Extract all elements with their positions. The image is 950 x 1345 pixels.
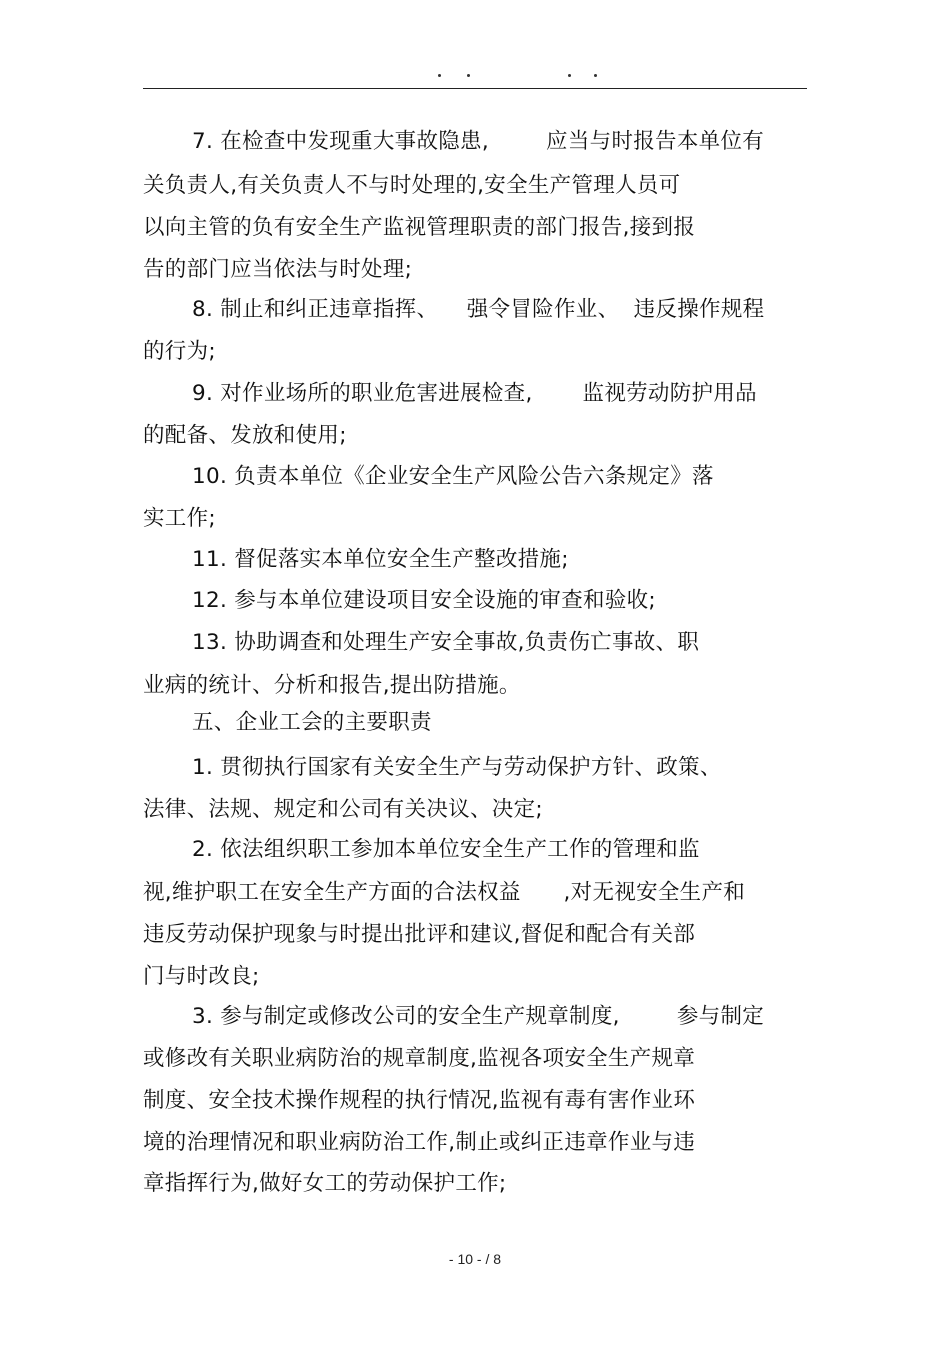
text-line: 业病的统计、分析和报告,提出防措施。 (143, 673, 521, 698)
text-line: 以向主管的负有安全生产监视管理职责的部门报告,接到报 (143, 215, 696, 240)
text-line: 或修改有关职业病防治的规章制度,监视各项安全生产规章 (143, 1046, 696, 1071)
text-line: 7. 在检查中发现重大事故隐患, 应当与时报告本单位有 (192, 129, 765, 154)
text-line: 违反劳动保护现象与时提出批评和建议,督促和配合有关部 (143, 922, 696, 947)
text-line: 法律、法规、规定和公司有关决议、决定; (143, 797, 543, 822)
text-line: 境的治理情况和职业病防治工作,制止或纠正违章作业与违 (143, 1130, 696, 1155)
text-line: 实工作; (143, 506, 216, 531)
section-heading: 五、企业工会的主要职责 (192, 710, 432, 735)
text-line: 11. 督促落实本单位安全生产整改措施; (192, 547, 569, 572)
text-line: 12. 参与本单位建设项目安全设施的审查和验收; (192, 588, 656, 613)
text-line: 门与时改良; (143, 964, 260, 989)
page-number: - 10 - / 8 (448, 1251, 502, 1267)
text-line: 13. 协助调查和处理生产安全事故,负责伤亡事故、职 (192, 630, 700, 655)
text-line: 的配备、发放和使用; (143, 423, 347, 448)
text-line: 3. 参与制定或修改公司的安全生产规章制度, 参与制定 (192, 1004, 765, 1029)
text-line: 制度、安全技术操作规程的执行情况,监视有毒有害作业环 (143, 1088, 696, 1113)
text-line: 9. 对作业场所的职业危害进展检查, 监视劳动防护用品 (192, 381, 757, 406)
text-line: 2. 依法组织职工参加本单位安全生产工作的管理和监 (192, 837, 700, 862)
header-dots (0, 70, 950, 86)
text-line: 视,维护职工在安全生产方面的合法权益 ,对无视安全生产和 (143, 880, 746, 905)
text-line: 章指挥行为,做好女工的劳动保护工作; (143, 1171, 507, 1196)
text-line: 关负责人,有关负责人不与时处理的,安全生产管理人员可 (143, 173, 681, 198)
header-dot (594, 74, 597, 77)
text-line: 的行为; (143, 339, 216, 364)
header-dot (467, 74, 470, 77)
text-line: 8. 制止和纠正违章指挥、 强令冒险作业、 违反操作规程 (192, 297, 765, 322)
text-line: 告的部门应当依法与时处理; (143, 257, 413, 282)
header-rule (143, 88, 807, 89)
header-dot (568, 74, 571, 77)
text-line: 1. 贯彻执行国家有关安全生产与劳动保护方针、政策、 (192, 755, 722, 780)
text-line: 10. 负责本单位《企业安全生产风险公告六条规定》落 (192, 464, 714, 489)
header-dot (438, 74, 441, 77)
